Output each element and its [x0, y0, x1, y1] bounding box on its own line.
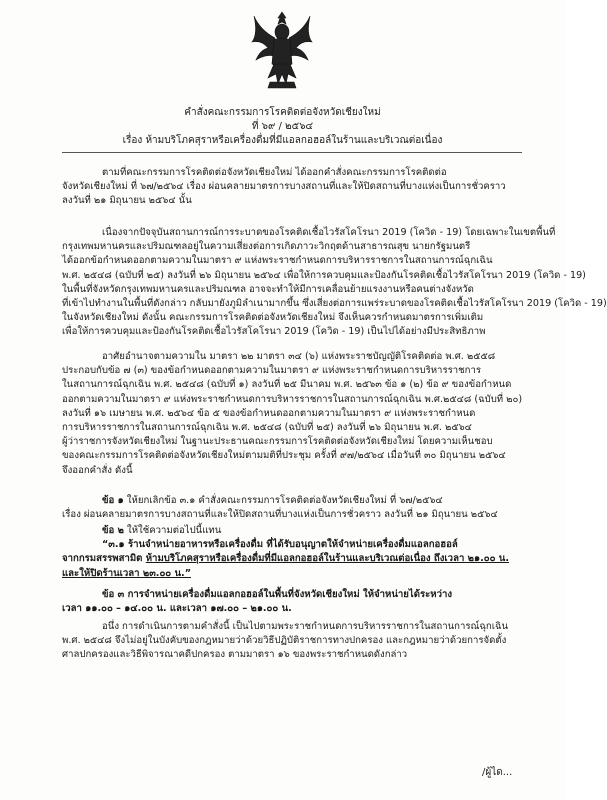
text-line: กรุงเทพมหานครและปริมณฑลอยู่ในความเสี่ยงต่อการเกิดภาวะวิกฤตด้านสาธารณสุข นายกรัฐมนตรี	[62, 241, 471, 253]
clause-text: ให้ยกเลิกข้อ ๓.๑ คำสั่งคณะกรรมการโรคติดต่อจังหวัดเชียงใหม่ ที่ ๖๗/๒๕๖๔	[126, 495, 443, 506]
paragraph-background	[62, 226, 607, 340]
text-line: ผู้ว่าราชการจังหวัดเชียงใหม่ ในฐานะประธานคณะกรรมการโรคติดต่อจังหวัดเชียงใหม่ โดยความเห็นชอบ	[62, 436, 493, 448]
clause-label: ข้อ ๑	[102, 495, 124, 506]
text-line: การบริหารราชการในสถานการณ์ฉุกเฉิน พ.ศ. ๒๕๔๘ (ฉบับที่ ๒๕) ลงวันที่ ๒๖ มิถุนายน พ.ศ. ๒๕๖๔	[62, 422, 472, 434]
header-divider	[62, 152, 522, 153]
text-line: จึงออกคำสั่ง ดังนี้	[62, 464, 133, 476]
quote-line: “๓.๑ ร้านจำหน่ายอาหารหรือเครื่องดื่ม ที่ได้รับอนุญาตให้จำหน่ายเครื่องดื่มแอลกอฮอล์	[102, 539, 458, 551]
text-line: ในสถานการณ์ฉุกเฉิน พ.ศ. ๒๕๔๘ (ฉบับที่ ๑) ลงวันที่ ๒๕ มีนาคม พ.ศ. ๒๕๖๓ ข้อ ๑ (๒) ข้อ ๙ ของข้อกำหนด	[62, 379, 512, 391]
text-line: จังหวัดเชียงใหม่ ที่ ๖๗/๒๕๖๔ เรื่อง ผ่อนคลายมาตรการบางสถานที่และให้ปิดสถานที่บางแห่งเป็นการชั่วคราว	[62, 181, 506, 193]
paragraph-authority	[62, 350, 522, 478]
page-continuation: /ผู้ได...	[482, 767, 513, 778]
text-line: ออกตามความในมาตรา ๙ แห่งพระราชกำหนดการบริหารราชการในสถานการณ์ฉุกเฉิน พ.ศ.๒๕๔๘ (ฉบับที่ ๒๐)	[62, 393, 523, 405]
text-line: ลงวันที่ ๒๑ มิถุนายน ๒๕๖๔ นั้น	[62, 195, 192, 207]
text-line: เนื่องจากปัจจุบันสถานการณ์การระบาดของโรคติดเชื้อไวรัสโคโรนา 2019 (โควิด - 19) โดยเฉพาะในเขตพื้นที่	[102, 227, 556, 238]
text-line: ในจังหวัดเชียงใหม่ ดังนั้น คณะกรรมการโรคติดต่อจังหวัดเชียงใหม่ จึงเห็นควรกำหนดมาตรการเพิ่มเติม	[62, 312, 484, 324]
text-line: อนึ่ง การดำเนินการตามคำสั่งนี้ เป็นไปตามพระราชกำหนดการบริหารราชการในสถานการณ์ฉุกเฉิน	[102, 621, 509, 632]
text-line: อาศัยอำนาจตามความใน มาตรา ๒๒ มาตรา ๓๔ (๖) แห่งพระราชบัญญัติโรคติดต่อ พ.ศ. ๒๕๕๘	[102, 351, 496, 362]
clause-label: ข้อ ๒	[102, 525, 124, 536]
quote-line-underlined: ห้ามบริโภคสุราหรือเครื่องดื่มที่มีแอลกอฮอล์ในร้านและบริเวณต่อเนื่อง ถึงเวลา ๒๑.๐๐ น.	[145, 553, 509, 565]
clause-1	[62, 494, 522, 522]
text-line: ในพื้นที่จังหวัดกรุงเทพมหานครและปริมณฑล อาจจะทำให้มีการเคลื่อนย้ายแรงงานหรือคนต่างจังหวัด	[62, 283, 474, 295]
text-line: ลงวันที่ ๑๖ เมษายน พ.ศ. ๒๕๖๔ ข้อ ๕ ของข้อกำหนดออกตามความในมาตรา ๙ แห่งพระราชกำหนด	[62, 407, 476, 419]
text-line: ของคณะกรรมการโรคติดต่อจังหวัดเชียงใหม่ตามมติที่ประชุม ครั้งที่ ๙๗/๒๕๖๔ เมื่อวันที่ ๓๐ มิถุนายน ๒๕๖๔	[62, 450, 506, 462]
quote-line: จากกรมสรรพสามิต	[62, 553, 146, 565]
text-line: ศาลปกครองและวิธีพิจารณาคดีปกครอง ตามมาตรา ๑๖ ของพระราชกำหนดดังกล่าว	[62, 649, 408, 661]
text-line: เรื่อง ผ่อนคลายมาตรการบางสถานที่และให้ปิดสถานที่บางแห่งเป็นการชั่วคราว ลงวันที่ ๒๑ มิถุนายน ๒๕๖๔	[62, 509, 498, 521]
text-line: ที่เข้าไปทำงานในพื้นที่ดังกล่าว กลับมายังภูมิลำเนามากขึ้น ซึ่งเสี่ยงต่อการแพร่ระบาดของโรคติดเชื้อไวรัสโคโรนา 2019 (โควิด - 19)	[62, 298, 607, 310]
order-title: คำสั่งคณะกรรมการโรคติดต่อจังหวัดเชียงใหม่	[184, 107, 381, 118]
clause-3	[62, 588, 522, 616]
text-line: เพื่อให้การควบคุมและป้องกันโรคติดเชื้อไวรัสโคโรนา 2019 (โควิด - 19) เป็นไปได้อย่างมีประสิทธิภาพ	[62, 326, 486, 338]
text-line: พ.ศ. ๒๕๔๘ (ฉบับที่ ๒๕) ลงวันที่ ๒๖ มิถุนายน ๒๕๖๔ เพื่อให้การควบคุมและป้องกันโรคติดเชื้อไวรัสโคโรนา 2019 (โควิด - 19)	[62, 269, 586, 281]
text-line: ได้ออกข้อกำหนดออกตามความในมาตรา ๙ แห่งพระราชกำหนดการบริหารราชการในสถานการณ์ฉุกเฉิน	[62, 255, 493, 267]
paragraph-intro	[62, 166, 522, 209]
text-line: พ.ศ. ๒๕๔๘ จึงไม่อยู่ในบังคับของกฎหมายว่าด้วยวิธีปฏิบัติราชการทางปกครอง และกฎหมายว่าด้วยการจัดตั้ง	[62, 635, 507, 647]
garuda-emblem-icon	[250, 8, 314, 92]
paragraph-note	[62, 620, 522, 663]
text-line: เวลา ๑๑.๐๐ – ๑๔.๐๐ น. และเวลา ๑๗.๐๐ – ๒๑.๐๐ น.	[62, 603, 292, 615]
clause-2	[62, 524, 522, 581]
text-line: ประกอบกับข้อ ๗ (๓) ของข้อกำหนดออกตามความในมาตรา ๙ แห่งพระราชกำหนดการบริหารราชการ	[62, 365, 481, 377]
clause-label: ข้อ ๓	[102, 589, 125, 600]
order-number: ที่ ๖๙ / ๒๕๖๔	[251, 121, 314, 132]
quote-line-underlined: และให้ปิดร้านเวลา ๒๓.๐๐ น.”	[62, 567, 192, 579]
clause-text: ให้ใช้ความต่อไปนี้แทน	[127, 525, 222, 536]
text-line: ตามที่คณะกรรมการโรคติดต่อจังหวัดเชียงใหม่ ได้ออกคำสั่งคณะกรรมการโรคติดต่อ	[102, 167, 447, 178]
clause-text: การจำหน่ายเครื่องดื่มแอลกอฮอล์ในพื้นที่จังหวัดเชียงใหม่ ให้จำหน่ายได้ระหว่าง	[127, 589, 453, 600]
order-subject: เรื่อง ห้ามบริโภคสุราหรือเครื่องดื่มที่มีแอลกอฮอล์ในร้านและบริเวณต่อเนื่อง	[122, 135, 443, 146]
